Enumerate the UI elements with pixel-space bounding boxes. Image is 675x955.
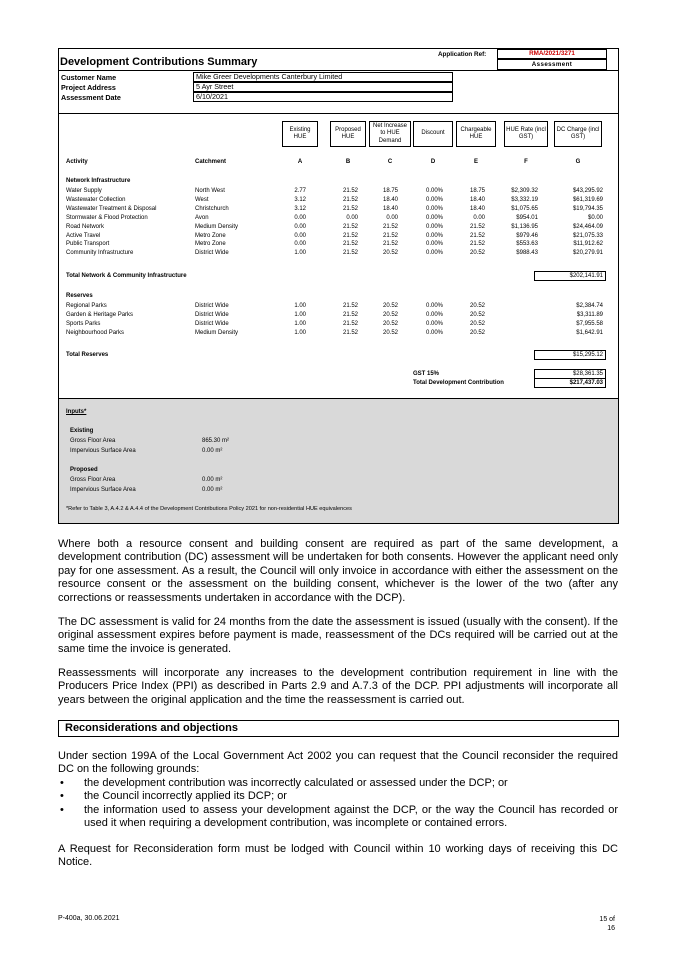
column-header: Proposed HUE	[330, 121, 366, 147]
dc-charge-cell: $20,279.91	[572, 250, 603, 257]
chargeable-hue-cell: 20.52	[469, 250, 485, 257]
existing-hue-cell: 0.00	[294, 223, 306, 230]
dc-charge-cell: $3,311.89	[576, 311, 603, 318]
discount-cell: 0.00%	[425, 250, 443, 257]
existing-hue-cell: 3.12	[294, 196, 306, 203]
column-letter: A	[297, 159, 303, 165]
activity-cell: Wastewater Treatment & Disposal	[66, 205, 157, 212]
total-dc-value: $217,437.03	[534, 378, 606, 388]
net-increase-cell: 21.52	[382, 241, 398, 248]
net-increase-cell: 21.52	[382, 232, 398, 239]
inputs-panel	[59, 398, 618, 523]
column-letter: E	[473, 159, 478, 165]
discount-cell: 0.00%	[425, 188, 443, 194]
existing-gfa-label: Gross Floor Area	[70, 438, 116, 444]
section-intro: Under section 199A of the Local Government Act 2002 you can request that the Council reconsider the required DC on the following grounds:	[58, 750, 618, 776]
dc-charge-cell: $0.00	[587, 214, 603, 221]
divider	[58, 113, 619, 114]
activity-cell: Active Travel	[66, 232, 101, 239]
catchment-cell: Christchurch	[195, 205, 229, 212]
activity-cell: Community Infrastructure	[66, 250, 134, 257]
discount-cell: 0.00%	[425, 232, 443, 239]
column-header: Existing HUE	[282, 121, 318, 147]
chargeable-hue-cell: 21.52	[469, 223, 485, 230]
chargeable-hue-cell: 20.52	[469, 320, 485, 327]
dc-charge-cell: $24,464.09	[572, 223, 603, 230]
catchment-cell: Avon	[195, 214, 209, 221]
assessment-label: Assessment	[497, 59, 607, 70]
dc-charge-cell: $19,794.35	[572, 205, 603, 212]
existing-isa-label: Impervious Surface Area	[70, 448, 136, 454]
catchment-cell: District Wide	[195, 303, 229, 309]
discount-cell: 0.00%	[425, 311, 443, 318]
existing-hue-cell: 3.12	[294, 205, 306, 212]
discount-cell: 0.00%	[425, 205, 443, 212]
catchment-cell: District Wide	[195, 311, 229, 318]
catchment-header: Catchment	[195, 159, 227, 165]
proposed-isa-label: Impervious Surface Area	[70, 487, 136, 493]
catchment-cell: North West	[195, 188, 225, 194]
page-of: 15 of	[599, 916, 615, 923]
column-letter: D	[430, 159, 436, 165]
section-heading: Reconsiderations and objections	[58, 720, 619, 737]
existing-gfa-value: 865.30 m²	[202, 438, 230, 444]
hue-rate-cell: $1,136.95	[511, 223, 538, 230]
total-dc-label: Total Development Contribution	[413, 380, 504, 386]
activity-cell: Road Network	[66, 223, 105, 230]
proposed-hue-cell: 21.52	[342, 250, 358, 257]
dc-charge-cell: $7,955.58	[576, 320, 603, 327]
proposed-heading: Proposed	[70, 467, 98, 473]
column-header: DC Charge (incl GST)	[554, 121, 602, 147]
proposed-hue-cell: 21.52	[342, 303, 358, 309]
hue-rate-cell: $3,332.19	[511, 196, 538, 203]
inputs-heading: Inputs*	[66, 409, 87, 415]
paragraph: Where both a resource consent and building consent are required as part of the same development, a development contribution (DC) assessment will be undertaken for both consents. However the applicant need only pay for one assessment. As a result, the Council will only invoice in accordance with either the assessment on the resource consent or the assessment on the building consent, whichever is the lower of the two (after any corrections or reassessments undertaken in accordance with the DCP).	[58, 538, 618, 604]
existing-hue-cell: 0.00	[294, 241, 306, 248]
proposed-gfa-value: 0.00 m²	[202, 477, 223, 483]
customer-name-value: Mike Greer Developments Canterbury Limited	[193, 72, 453, 82]
chargeable-hue-cell: 21.52	[469, 241, 485, 248]
inputs-footnote: *Refer to Table 3, A.4.2 & A.4.4 of the Development Contributions Policy 2021 for non-residential HUE equivalences	[66, 506, 352, 512]
total-reserves-label: Total Reserves	[66, 352, 109, 358]
discount-cell: 0.00%	[425, 320, 443, 327]
existing-heading: Existing	[70, 428, 94, 434]
chargeable-hue-cell: 18.40	[469, 196, 485, 203]
net-increase-cell: 20.52	[382, 250, 398, 257]
discount-cell: 0.00%	[425, 214, 443, 221]
proposed-hue-cell: 21.52	[342, 311, 358, 318]
catchment-cell: Medium Density	[195, 223, 239, 230]
proposed-hue-cell: 21.52	[342, 223, 358, 230]
activity-header: Activity	[66, 159, 88, 165]
net-increase-cell: 21.52	[382, 223, 398, 230]
network-heading: Network Infrastructure	[66, 178, 131, 184]
column-letter: G	[575, 159, 581, 165]
dc-charge-cell: $2,384.74	[576, 303, 603, 309]
total-network-label: Total Network & Community Infrastructure	[66, 273, 187, 279]
chargeable-hue-cell: 18.75	[469, 188, 485, 194]
app-ref-label: Application Ref:	[438, 51, 487, 58]
existing-hue-cell: 0.00	[294, 232, 306, 239]
gst-value: $28,361.35	[534, 369, 606, 379]
net-increase-cell: 0.00	[386, 214, 398, 221]
existing-hue-cell: 1.00	[294, 303, 306, 309]
activity-cell: Wastewater Collection	[66, 196, 126, 203]
net-increase-cell: 18.75	[382, 188, 398, 194]
customer-name-label: Customer Name	[61, 73, 117, 82]
activity-cell: Stormwater & Flood Protection	[66, 214, 148, 221]
column-letter: F	[524, 159, 528, 165]
hue-rate-cell: $2,309.32	[511, 188, 538, 194]
assessment-date-value: 6/10/2021	[193, 92, 453, 102]
net-increase-cell: 18.40	[382, 205, 398, 212]
gst-label: GST 15%	[413, 371, 440, 377]
paragraph: The DC assessment is valid for 24 months from the date the assessment is issued (usually with the consent). If the original assessment expires before payment is made, reassessment of the DCs required will be carried out at the same time the invoice is generated.	[58, 616, 618, 655]
activity-cell: Neighbourhood Parks	[66, 329, 125, 336]
proposed-hue-cell: 21.52	[342, 232, 358, 239]
list-item: • the information used to assess your development against the DCP, or the way the Council has recorded or used it when requiring a development contribution, was incomplete or contained errors.	[58, 804, 618, 831]
hue-rate-cell: $954.01	[516, 214, 538, 221]
catchment-cell: Metro Zone	[195, 241, 226, 248]
chargeable-hue-cell: 21.52	[469, 232, 485, 239]
proposed-hue-cell: 21.52	[342, 188, 358, 194]
existing-hue-cell: 1.00	[294, 329, 306, 336]
proposed-hue-cell: 21.52	[342, 241, 358, 248]
existing-hue-cell: 1.00	[294, 320, 306, 327]
existing-hue-cell: 1.00	[294, 311, 306, 318]
page-total: 16	[607, 925, 615, 932]
dc-charge-cell: $1,642.91	[576, 329, 603, 336]
discount-cell: 0.00%	[425, 223, 443, 230]
assessment-date-label: Assessment Date	[61, 93, 121, 102]
net-increase-cell: 20.52	[382, 311, 398, 318]
proposed-hue-cell: 21.52	[342, 320, 358, 327]
app-ref-value: RMA/2021/3271	[497, 49, 607, 59]
catchment-cell: Medium Density	[195, 329, 239, 336]
dc-charge-cell: $61,319.69	[572, 196, 603, 203]
chargeable-hue-cell: 20.52	[469, 311, 485, 318]
hue-rate-cell: $988.43	[516, 250, 538, 257]
page-number	[585, 915, 615, 933]
discount-cell: 0.00%	[425, 196, 443, 203]
dc-charge-cell: $21,075.33	[572, 232, 603, 239]
chargeable-hue-cell: 20.52	[469, 329, 485, 336]
hue-rate-cell: $979.46	[516, 232, 538, 239]
reserves-heading: Reserves	[66, 293, 93, 299]
net-increase-cell: 20.52	[382, 329, 398, 336]
proposed-hue-cell: 21.52	[342, 329, 358, 336]
net-increase-cell: 18.40	[382, 196, 398, 203]
summary-title: Development Contributions Summary	[60, 56, 258, 68]
column-letter: C	[387, 159, 393, 165]
closing-paragraph: A Request for Reconsideration form must be lodged with Council within 10 working days of receiving this DC Notice.	[58, 843, 618, 869]
column-header: Net Increase to HUE Demand	[369, 121, 411, 147]
discount-cell: 0.00%	[425, 241, 443, 248]
hue-rate-cell: $553.63	[516, 241, 538, 248]
paragraph: Reassessments will incorporate any increases to the development contribution requirement in line with the Producers Price Index (PPI) as described in Parts 2.9 and A.7.3 of the DCP. PPI adjustments will incorporate all years between the original application and the time the reassessment is carried out.	[58, 667, 618, 706]
list-item: • the development contribution was incorrectly calculated or assessed under the DCP; or	[58, 777, 618, 790]
catchment-cell: District Wide	[195, 250, 229, 257]
net-increase-cell: 20.52	[382, 303, 398, 309]
proposed-hue-cell: 21.52	[342, 196, 358, 203]
activity-cell: Public Transport	[66, 241, 110, 248]
project-address-label: Project Address	[61, 83, 116, 92]
catchment-cell: District Wide	[195, 320, 229, 327]
divider	[58, 70, 619, 71]
existing-hue-cell: 1.00	[294, 250, 306, 257]
list-item: • the Council incorrectly applied its DCP; or	[58, 790, 618, 803]
dc-charge-cell: $43,295.92	[572, 188, 603, 194]
chargeable-hue-cell: 20.52	[469, 303, 485, 309]
proposed-isa-value: 0.00 m²	[202, 487, 223, 493]
column-header: Chargeable HUE	[456, 121, 496, 147]
dc-charge-cell: $11,912.62	[573, 241, 603, 248]
discount-cell: 0.00%	[425, 303, 443, 309]
column-letter: B	[345, 159, 351, 165]
catchment-cell: West	[195, 196, 209, 203]
activity-cell: Garden & Heritage Parks	[66, 311, 134, 318]
proposed-hue-cell: 0.00	[346, 214, 358, 221]
proposed-hue-cell: 21.52	[342, 205, 358, 212]
column-header: HUE Rate (incl GST)	[504, 121, 548, 147]
footer-doc-ref: P-400a, 30.06.2021	[58, 915, 120, 922]
net-increase-cell: 20.52	[382, 320, 398, 327]
column-header: Discount	[413, 121, 453, 147]
existing-hue-cell: 0.00	[294, 214, 306, 221]
chargeable-hue-cell: 0.00	[473, 214, 485, 221]
proposed-gfa-label: Gross Floor Area	[70, 477, 116, 483]
existing-isa-value: 0.00 m²	[202, 448, 223, 454]
activity-cell: Regional Parks	[66, 303, 107, 309]
hue-rate-cell: $1,075.65	[511, 205, 538, 212]
grounds-list	[58, 777, 618, 831]
total-reserves-value: $15,295.12	[534, 350, 606, 360]
chargeable-hue-cell: 18.40	[469, 205, 485, 212]
project-address-value: 5 Ayr Street	[193, 82, 453, 92]
total-network-value: $202,141.91	[534, 271, 606, 281]
catchment-cell: Metro Zone	[195, 232, 226, 239]
activity-cell: Water Supply	[66, 188, 102, 194]
activity-cell: Sports Parks	[66, 320, 101, 327]
discount-cell: 0.00%	[425, 329, 443, 336]
existing-hue-cell: 2.77	[294, 188, 306, 194]
